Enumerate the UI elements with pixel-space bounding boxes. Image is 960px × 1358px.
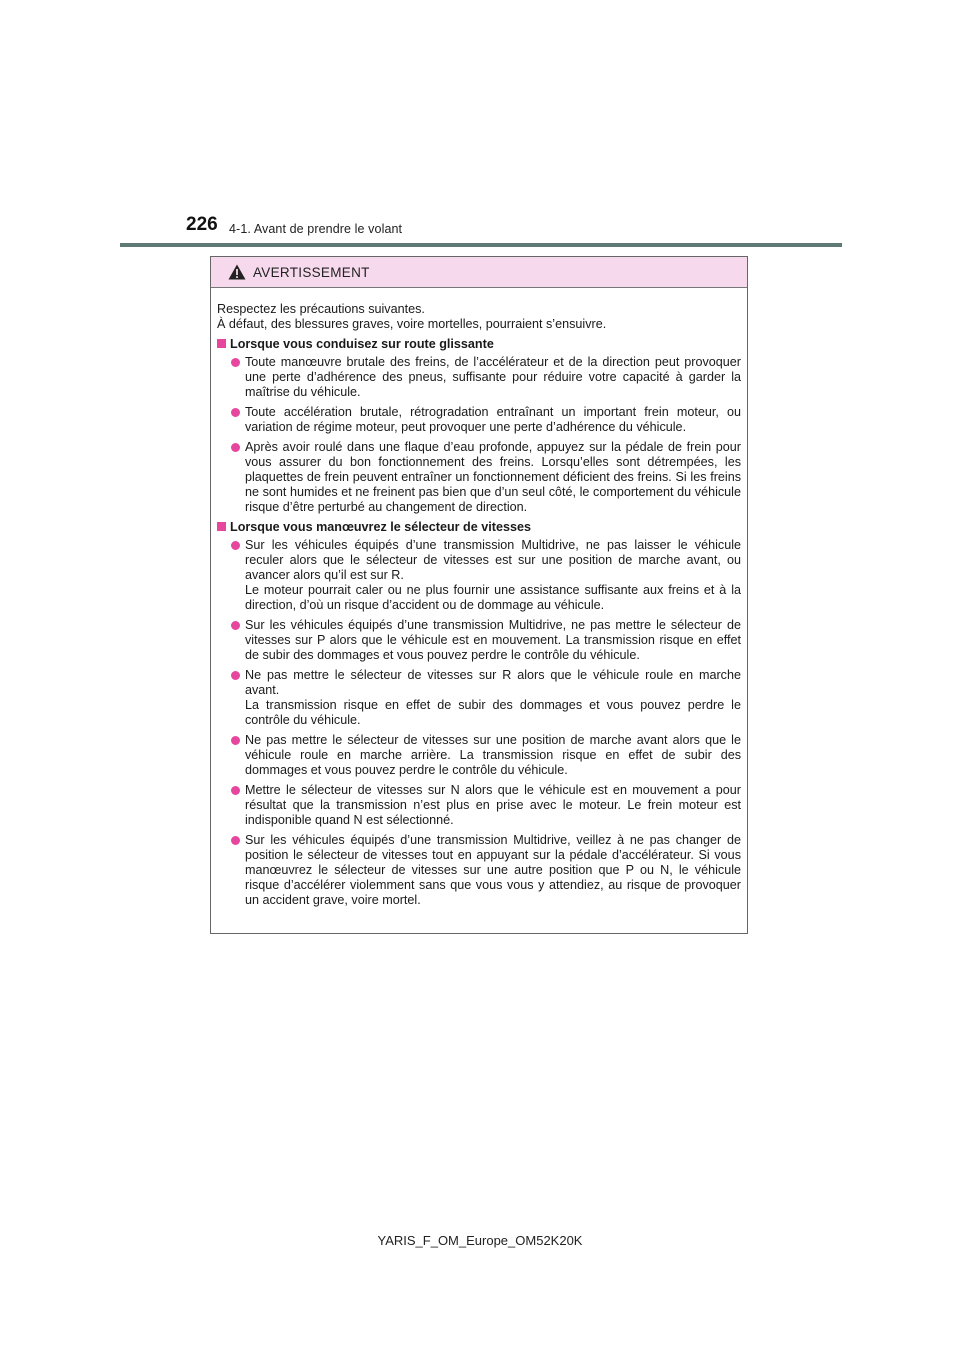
list-item-text: Mettre le sélecteur de vitesses sur N alors que le véhicule est en mouvement a pour résultat que la transmission n’est plus en prise avec le moteur. Le frein moteur est indisponible quand N est sélectionné.: [245, 783, 741, 827]
warning-triangle-icon: [228, 264, 246, 280]
warning-header: [211, 257, 747, 288]
pink-square-marker: [217, 522, 226, 531]
list-item: [231, 833, 741, 908]
list-item-text: Sur les véhicules équipés d’une transmission Multidrive, ne pas laisser le véhicule reculer alors que le sélecteur de vitesses est sur une position de marche avant, ou avancer alors qu’il est sur R.: [245, 538, 741, 582]
header-rule: [120, 243, 842, 247]
warning-title: AVERTISSEMENT: [253, 264, 370, 280]
list-item-text: Sur les véhicules équipés d’une transmission Multidrive, veillez à ne pas changer de position le sélecteur de vitesses tout en appuyant sur la pédale d’accélérateur. Si vous manœuvrez le sélecteur de vitesses sur une autre position que P ou N, le véhicule risque d’accélérer violemment sans que vous vous y attendiez, au risque de provoquer un accident grave, voire mortel.: [245, 833, 741, 907]
intro-line: Respectez les précautions suivantes.: [217, 302, 425, 316]
list-item-text: Le moteur pourrait caler ou ne plus fournir une assistance suffisante aux freins et à la direction, d’où un risque d’accident ou de dommage au véhicule.: [245, 583, 741, 612]
list-item-text: Ne pas mettre le sélecteur de vitesses sur R alors que le véhicule roule en marche avant.: [245, 668, 741, 697]
list-item-text: La transmission risque en effet de subir des dommages et vous pouvez perdre le contrôle du véhicule.: [245, 698, 741, 727]
list-item: [231, 783, 741, 828]
footer-document-code: YARIS_F_OM_Europe_OM52K20K: [377, 1233, 583, 1248]
list-item: [231, 618, 741, 663]
page-number: 226: [186, 214, 218, 235]
section-heading-slippery-road: [217, 337, 741, 352]
list-item: [231, 538, 741, 613]
bullet-dot-icon: [231, 786, 240, 795]
bullet-dot-icon: [231, 408, 240, 417]
list-item: [231, 668, 741, 728]
list-item-text: Après avoir roulé dans une flaque d’eau profonde, appuyez sur la pédale de frein pour vous assurer du bon fonctionnement des freins. Lorsqu’elles sont détrempées, les plaquettes de frein peuvent entraîner un fonctionnement déficient des freins. Si les freins ne sont humides et ne freinent pas bien que d’un seul côté, le comportement du véhicule risque d’être perturbé au changement de direction.: [245, 440, 741, 514]
bullet-dot-icon: [231, 736, 240, 745]
section-heading-gear-selector: [217, 520, 741, 535]
pink-square-marker: [217, 339, 226, 348]
warning-body: [211, 288, 747, 908]
warning-intro: [217, 302, 741, 332]
list-item: [231, 355, 741, 400]
list-item: [231, 405, 741, 435]
section-heading-text: Lorsque vous conduisez sur route glissante: [230, 337, 494, 351]
list-item-text: Sur les véhicules équipés d’une transmission Multidrive, ne pas mettre le sélecteur de vitesses sur P alors que le véhicule est en mouvement. La transmission risque en effet de subir des dommages et vous pouvez perdre le contrôle du véhicule.: [245, 618, 741, 662]
bullet-dot-icon: [231, 836, 240, 845]
bullet-dot-icon: [231, 671, 240, 680]
list-item: [231, 733, 741, 778]
section-heading-text: Lorsque vous manœuvrez le sélecteur de vitesses: [230, 520, 531, 534]
intro-line: À défaut, des blessures graves, voire mortelles, pourraient s’ensuivre.: [217, 317, 607, 331]
bullet-dot-icon: [231, 541, 240, 550]
bullet-dot-icon: [231, 621, 240, 630]
bullet-dot-icon: [231, 443, 240, 452]
warning-box: [210, 256, 748, 934]
list-item-text: Toute accélération brutale, rétrogradation entraînant un important frein moteur, ou variation de régime moteur, peut provoquer une perte d’adhérence du véhicule.: [245, 405, 741, 434]
list-item-text: Ne pas mettre le sélecteur de vitesses sur une position de marche avant alors que le véhicule roule en marche arrière. La transmission risque en effet de subir des dommages et vous pouvez perdre le contrôle du véhicule.: [245, 733, 741, 777]
bullet-dot-icon: [231, 358, 240, 367]
list-item: [231, 440, 741, 515]
list-item-text: Toute manœuvre brutale des freins, de l’accélérateur et de la direction peut provoquer une perte d’adhérence des pneus, suffisante pour réduire votre capacité à garder la maîtrise du véhicule.: [245, 355, 741, 399]
section-title: 4-1. Avant de prendre le volant: [229, 222, 403, 236]
